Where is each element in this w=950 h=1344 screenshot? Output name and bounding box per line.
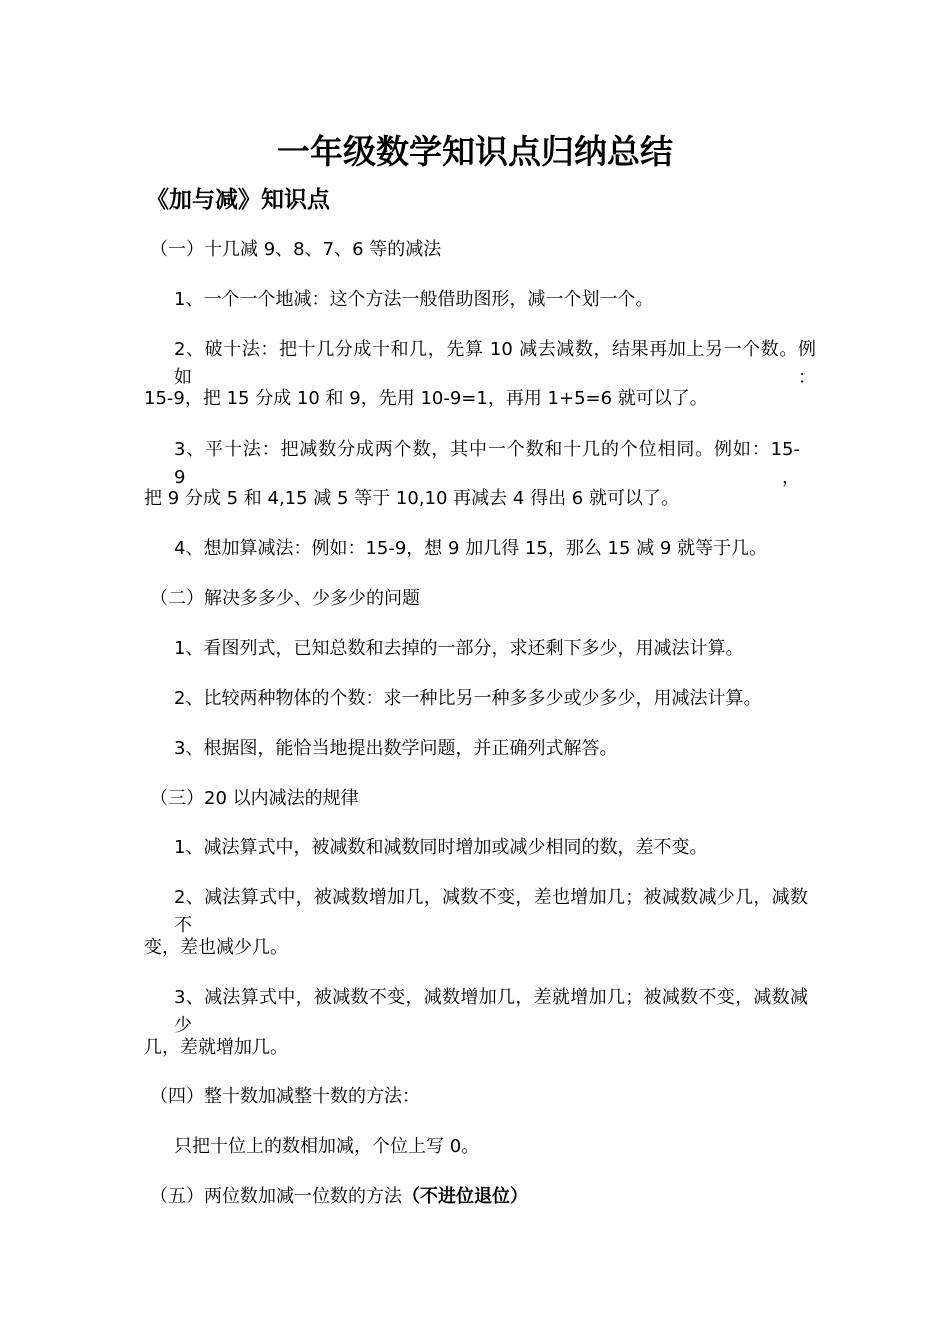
paragraph-line: 3、根据图，能恰当地提出数学问题，并正确列式解答。	[174, 738, 618, 759]
subsection-heading-1: （一）十几减 9、8、7、6 等的减法	[150, 239, 442, 260]
paragraph-line: 把 9 分成 5 和 4,15 减 5 等于 10,10 再减去 4 得出 6 就可以了。	[144, 488, 679, 509]
paragraph-line: 几，差就增加几。	[144, 1037, 288, 1058]
subsection-heading-4: （四）整十数加减整十数的方法：	[150, 1086, 420, 1107]
subsection-heading-5	[150, 1183, 528, 1211]
subsection-heading-2: （二）解决多多少、少多少的问题	[150, 588, 420, 609]
paragraph-line: 15-9，把 15 分成 10 和 9，先用 10-9=1，再用 1+5=6 就可以了。	[144, 388, 708, 409]
paragraph-line: 变，差也减少几。	[144, 937, 288, 958]
paragraph-line: 2、减法算式中，被减数增加几，减数不变，差也增加几；被减数减少几，减数不	[174, 887, 808, 936]
subsection-heading-5-bold-note: （不进位退位）	[402, 1186, 528, 1207]
paragraph-line: 只把十位上的数相加减，个位上写 0。	[174, 1136, 480, 1157]
paragraph-line: 2、比较两种物体的个数：求一种比另一种多多少或少多少，用减法计算。	[174, 688, 762, 709]
paragraph-line: 4、想加算减法：例如：15-9，想 9 加几得 15，那么 15 减 9 就等于几。	[174, 538, 768, 559]
paragraph-line: 3、平十法：把减数分成两个数，其中一个数和十几的个位相同。例如：15-9，	[174, 439, 800, 488]
section-title: 《加与减》知识点	[146, 187, 330, 213]
subsection-heading-3: （三）20 以内减法的规律	[150, 788, 359, 809]
document-title: 一年级数学知识点归纳总结	[277, 132, 673, 171]
paragraph-line: 2、破十法：把十几分成十和几，先算 10 减去减数，结果再加上另一个数。例如：	[174, 339, 816, 388]
subsection-heading-5-text: （五）两位数加减一位数的方法	[150, 1186, 402, 1207]
paragraph-line: 1、一个一个地减：这个方法一般借助图形，减一个划一个。	[174, 289, 654, 310]
paragraph-line: 1、减法算式中，被减数和减数同时增加或减少相同的数，差不变。	[174, 837, 708, 858]
paragraph-line: 1、看图列式，已知总数和去掉的一部分，求还剩下多少，用减法计算。	[174, 638, 744, 659]
paragraph-line: 3、减法算式中，被减数不变，减数增加几，差就增加几；被减数不变，减数减少	[174, 987, 808, 1036]
